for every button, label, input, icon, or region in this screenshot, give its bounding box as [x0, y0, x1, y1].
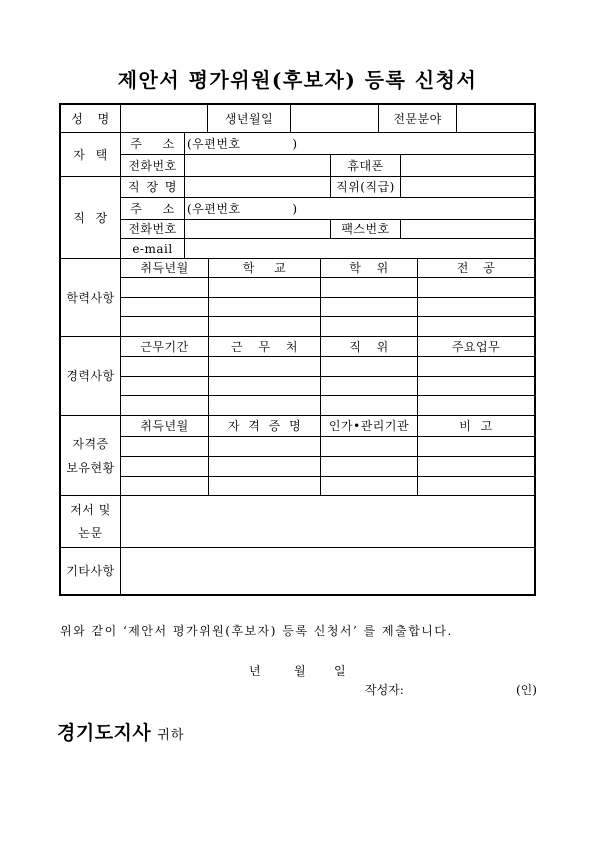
home-phone-label: 전화번호 [121, 155, 184, 176]
education-cell [209, 298, 320, 316]
career-cell [121, 377, 208, 395]
certificates-col-name: 자 격 증 명 [209, 416, 320, 436]
company-name-label: 직 장 명 [121, 177, 184, 197]
certificates-cell [321, 477, 417, 495]
career-cell [209, 396, 320, 415]
fax-label: 팩스번호 [331, 220, 400, 238]
work-phone-value-cell [185, 220, 330, 238]
education-cell [321, 317, 417, 336]
date-month-label: 월 [294, 664, 306, 678]
career-cell [321, 357, 417, 376]
certificates-label-line-1: 자격증 [72, 436, 109, 451]
education-col-major: 전 공 [418, 259, 534, 277]
application-form-table [59, 103, 536, 596]
certificates-col-issuer: 인가•관리기관 [321, 416, 417, 436]
certificates-cell [321, 457, 417, 476]
work-section [121, 177, 534, 258]
addressee-name: 경기도지사 [57, 722, 152, 744]
author-label: 작성자: [365, 683, 404, 697]
birth-date-value-cell [291, 105, 378, 132]
others-label: 기타사항 [61, 548, 120, 594]
mobile-value-cell [401, 155, 534, 176]
career-table [121, 337, 534, 415]
specialty-value-cell [457, 105, 534, 132]
education-col-degree: 학 위 [321, 259, 417, 277]
others-value-cell [121, 548, 534, 594]
name-value-cell [121, 105, 207, 132]
education-cell [209, 278, 320, 297]
certificates-cell [321, 437, 417, 456]
career-cell [321, 396, 417, 415]
career-col-workplace: 근 무 처 [209, 337, 320, 356]
mobile-label: 휴대폰 [331, 155, 400, 176]
basic-info-row [121, 105, 534, 132]
position-value-cell [401, 177, 534, 197]
publications-label-line-1: 저서 및 [70, 502, 111, 517]
career-cell [121, 396, 208, 415]
form-title: 제안서 평가위원(후보자) 등록 신청서 [117, 68, 478, 92]
education-cell [321, 278, 417, 297]
certificates-cell [209, 437, 320, 456]
work-section-label: 직 장 [61, 177, 120, 258]
certificates-cell [209, 477, 320, 495]
education-section-label: 학력사항 [61, 259, 120, 336]
career-cell [418, 357, 534, 376]
addressee [57, 721, 184, 748]
career-cell [418, 377, 534, 395]
home-phone-row [121, 155, 534, 176]
name-label: 성 명 [61, 105, 120, 132]
certificates-col-remarks: 비 고 [418, 416, 534, 436]
work-address-row [121, 198, 534, 219]
publications-label [61, 496, 120, 547]
home-section-label: 자 택 [61, 133, 120, 176]
education-cell [121, 317, 208, 336]
education-cell [121, 298, 208, 316]
career-section-label: 경력사항 [61, 337, 120, 415]
education-cell [121, 278, 208, 297]
work-company-row [121, 177, 534, 197]
certificates-cell [121, 477, 208, 495]
education-cell [418, 317, 534, 336]
position-label: 직위(직급) [331, 177, 400, 197]
career-col-position: 직 위 [321, 337, 417, 356]
career-cell [321, 377, 417, 395]
home-phone-value-cell [185, 155, 330, 176]
specialty-label: 전문분야 [379, 105, 456, 132]
certificates-cell [121, 437, 208, 456]
home-section [121, 133, 534, 176]
education-table [121, 259, 534, 336]
career-cell [418, 396, 534, 415]
publications-label-line-2: 논문 [78, 525, 103, 540]
email-value-cell [185, 239, 534, 258]
career-cell [209, 377, 320, 395]
work-address-label: 주 소 [121, 198, 184, 219]
education-cell [321, 298, 417, 316]
career-cell [121, 357, 208, 376]
certificates-cell [418, 437, 534, 456]
education-cell [209, 317, 320, 336]
certificates-table [121, 416, 534, 495]
certificates-section-label [61, 416, 120, 495]
certificates-col-date: 취득년월 [121, 416, 208, 436]
career-cell [209, 357, 320, 376]
education-col-school: 학 교 [209, 259, 320, 277]
company-name-value-cell [185, 177, 330, 197]
fax-value-cell [401, 220, 534, 238]
education-col-date: 취득년월 [121, 259, 208, 277]
date-day-label: 일 [334, 664, 346, 678]
work-postal-code-text: (우편번호 ) [185, 198, 534, 219]
birth-date-label: 생년월일 [208, 105, 290, 132]
home-postal-code-text: (우편번호 ) [185, 133, 534, 154]
seal-label: (인) [516, 683, 537, 697]
addressee-honorific: 귀하 [157, 728, 185, 743]
certificates-cell [121, 457, 208, 476]
career-col-duties: 주요업무 [418, 337, 534, 356]
date-year-label: 년 [249, 664, 261, 678]
home-address-label: 주 소 [121, 133, 184, 154]
work-email-row [121, 239, 534, 258]
home-address-row [121, 133, 534, 154]
certificates-label-line-2: 보유현황 [66, 460, 115, 475]
career-col-period: 근무기간 [121, 337, 208, 356]
certificates-cell [209, 457, 320, 476]
declaration-text: 위와 같이 ‘제안서 평가위원(후보자) 등록 신청서’ 를 제출합니다. [60, 624, 453, 638]
certificates-cell [418, 457, 534, 476]
publications-value-cell [121, 496, 534, 547]
education-cell [418, 278, 534, 297]
work-phone-label: 전화번호 [121, 220, 184, 238]
email-label: e-mail [121, 239, 184, 258]
certificates-cell [418, 477, 534, 495]
work-phone-row [121, 220, 534, 238]
education-cell [418, 298, 534, 316]
